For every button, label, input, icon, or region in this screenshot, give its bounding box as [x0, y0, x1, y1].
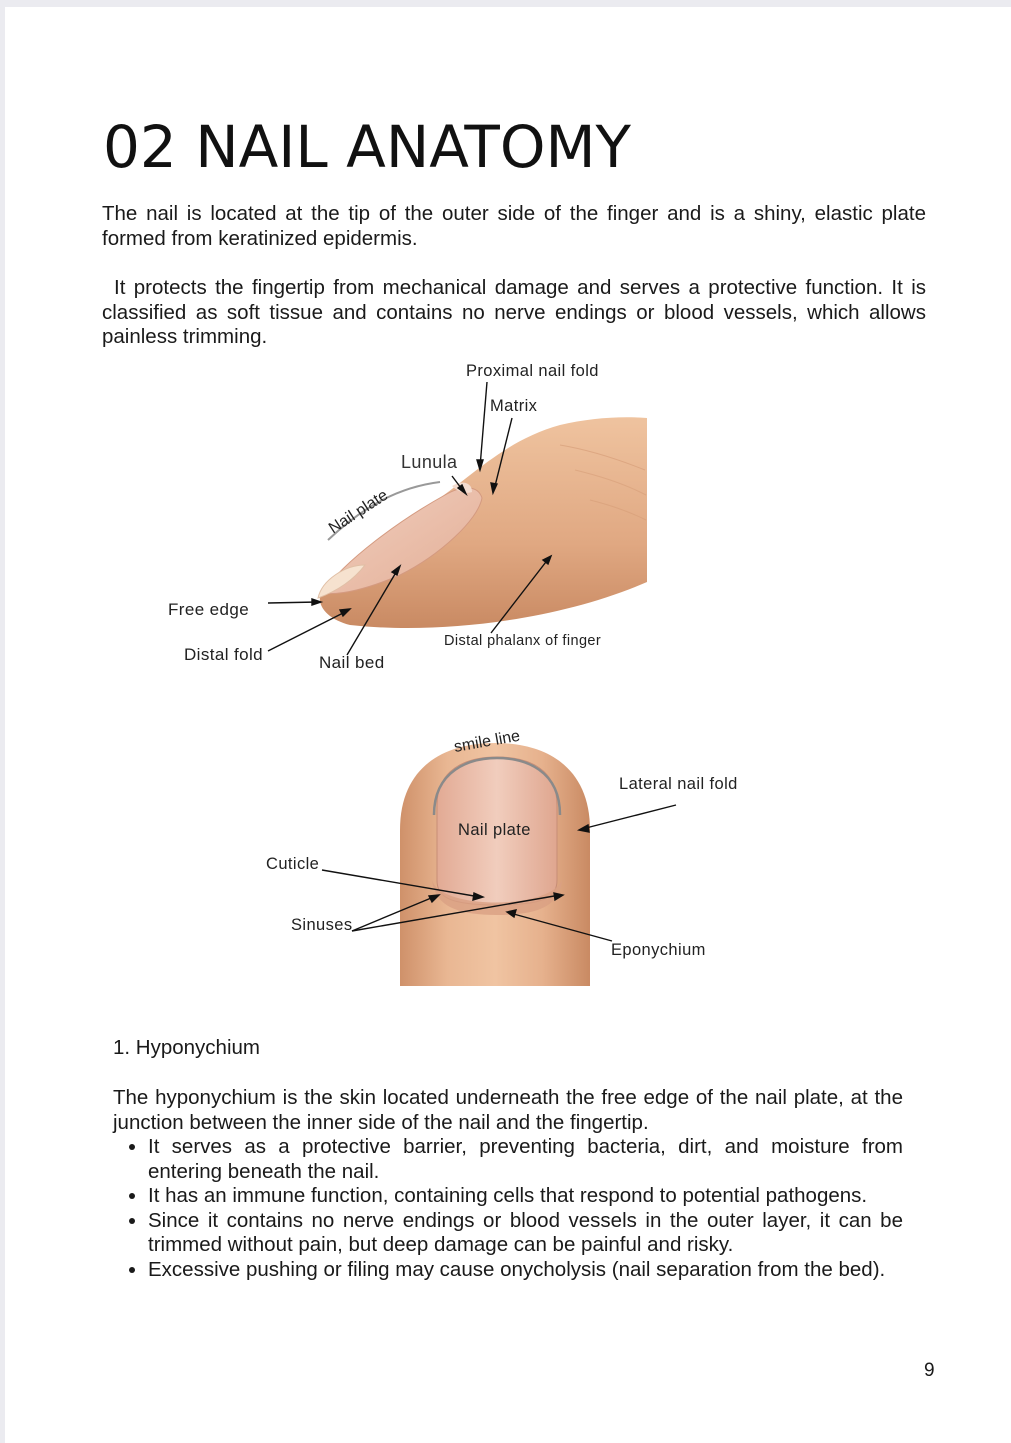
label-free-edge: Free edge — [168, 600, 250, 619]
label-distal-phalanx: Distal phalanx of finger — [444, 633, 602, 649]
page-number: 9 — [924, 1360, 935, 1381]
label-lateral-nail-fold: Lateral nail fold — [619, 775, 738, 793]
top-view-finger — [400, 743, 590, 986]
section-paragraph: The hyponychium is the skin located underneath the free edge of the nail plate, at the junction between the inner side of the nail and the fingertip. — [113, 1086, 903, 1134]
intro-paragraph-1: The nail is located at the tip of the outer side of the finger and is a shiny, elastic plate formed from keratinized epidermis. — [102, 202, 926, 250]
list-item: • Excessive pushing or filing may cause onycholysis (nail separation from the bed). — [148, 1258, 903, 1283]
list-item: • It has an immune function, containing cells that respond to potential pathogens. — [148, 1184, 903, 1209]
intro-paragraph-2: It protects the fingertip from mechanical damage and serves a protective function. It is classified as soft tissue and contains no nerve endings or blood vessels, which allows painless trimming. — [102, 276, 926, 348]
nail-plate-curved-label: Nail plate — [325, 486, 392, 538]
label-proximal-nail-fold: Proximal nail fold — [466, 362, 599, 380]
label-distal-fold: Distal fold — [184, 645, 264, 664]
label-eponychium: Eponychium — [611, 941, 706, 959]
label-sinuses: Sinuses — [291, 916, 353, 934]
side-view-finger — [318, 417, 647, 628]
section-heading: 1. Hyponychium — [113, 1036, 260, 1059]
list-item: • Since it contains no nerve endings or blood vessels in the outer layer, it can be trimmed without pain, but deep damage can be painful and risky. — [148, 1209, 903, 1258]
list-item: • It serves as a protective barrier, preventing bacteria, dirt, and moisture from entering beneath the nail. — [148, 1135, 903, 1184]
section-bullet-list — [113, 1135, 903, 1282]
page-title: 02 NAIL ANATOMY — [103, 113, 631, 181]
label-cuticle: Cuticle — [266, 855, 320, 873]
label-lunula: Lunula — [401, 452, 458, 472]
smile-line-label: smile line — [452, 727, 522, 756]
label-nail-plate-top: Nail plate — [458, 821, 531, 839]
label-matrix: Matrix — [490, 397, 538, 415]
label-nail-bed: Nail bed — [319, 653, 385, 672]
